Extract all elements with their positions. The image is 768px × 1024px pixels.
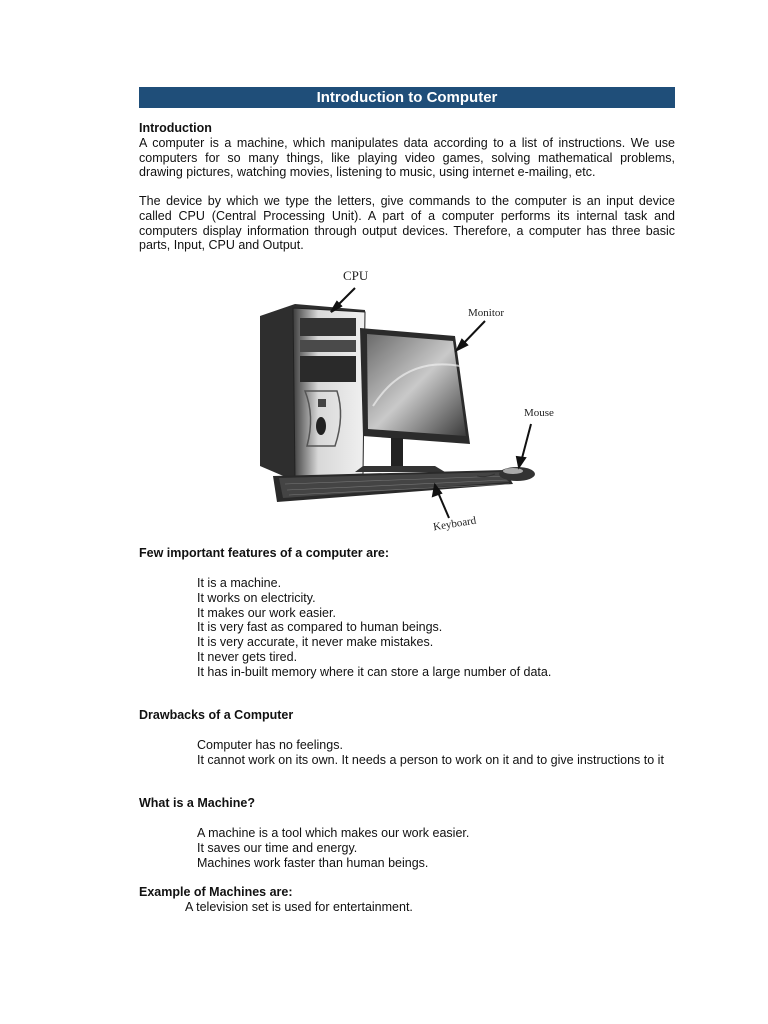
list-item: It makes our work easier. [197, 605, 336, 620]
list-item: It is very fast as compared to human beings. [197, 620, 443, 635]
document-page [139, 87, 675, 108]
list-item: It saves our time and energy. [197, 840, 358, 855]
keyboard-label: Keyboard [432, 514, 478, 534]
monitor [355, 328, 470, 472]
features-heading: Few important features of a computer are: [139, 546, 390, 560]
intro-heading: Introduction [139, 121, 212, 135]
list-item: It never gets tired. [197, 649, 298, 664]
list-item: It has in-built memory where it can store a large number of data. [197, 664, 552, 679]
drawbacks-section [139, 708, 675, 768]
drawbacks-list [139, 738, 675, 768]
examples-section [139, 885, 675, 915]
intro-paragraph-2: The device by which we type the letters, give commands to the computer is an input device called CPU (Central Processing Unit). A part of a computer performs its internal task and computers display information through output devices. Therefore, a computer has three basic parts, Input, CPU and Output. [139, 194, 675, 253]
list-item: Computer has no feelings. [197, 738, 343, 752]
monitor-label: Monitor [468, 307, 505, 319]
list-item: It works on electricity. [197, 590, 316, 605]
cpu-label: CPU [343, 268, 369, 283]
page-title: Introduction to Computer [139, 87, 675, 108]
examples-heading: Example of Machines are: [139, 885, 293, 899]
machine-heading: What is a Machine? [139, 796, 255, 810]
features-section [139, 546, 675, 680]
list-item: It is very accurate, it never make mistakes. [197, 635, 434, 650]
examples-text: A television set is used for entertainment. [185, 900, 413, 914]
computer-illustration [255, 266, 555, 538]
intro-paragraph-1: A computer is a machine, which manipulates data according to a list of instructions. We use computers for so many things, like playing video games, solving mathematical problems, drawing pictures, watching movies, listening to music, using internet e-mailing, etc. [139, 136, 675, 180]
machine-list [139, 826, 675, 870]
cpu-tower [260, 304, 365, 481]
drawbacks-heading: Drawbacks of a Computer [139, 708, 294, 722]
list-item: It is a machine. [197, 576, 282, 590]
computer-drawing [255, 266, 555, 538]
list-item: A machine is a tool which makes our work easier. [197, 826, 470, 840]
intro-section [139, 121, 675, 253]
list-item: Machines work faster than human beings. [197, 855, 429, 870]
features-list [139, 576, 675, 680]
machine-section [139, 796, 675, 870]
mouse-label: Mouse [524, 407, 554, 419]
list-item: It cannot work on its own. It needs a person to work on it and to give instructions to it [197, 752, 664, 767]
